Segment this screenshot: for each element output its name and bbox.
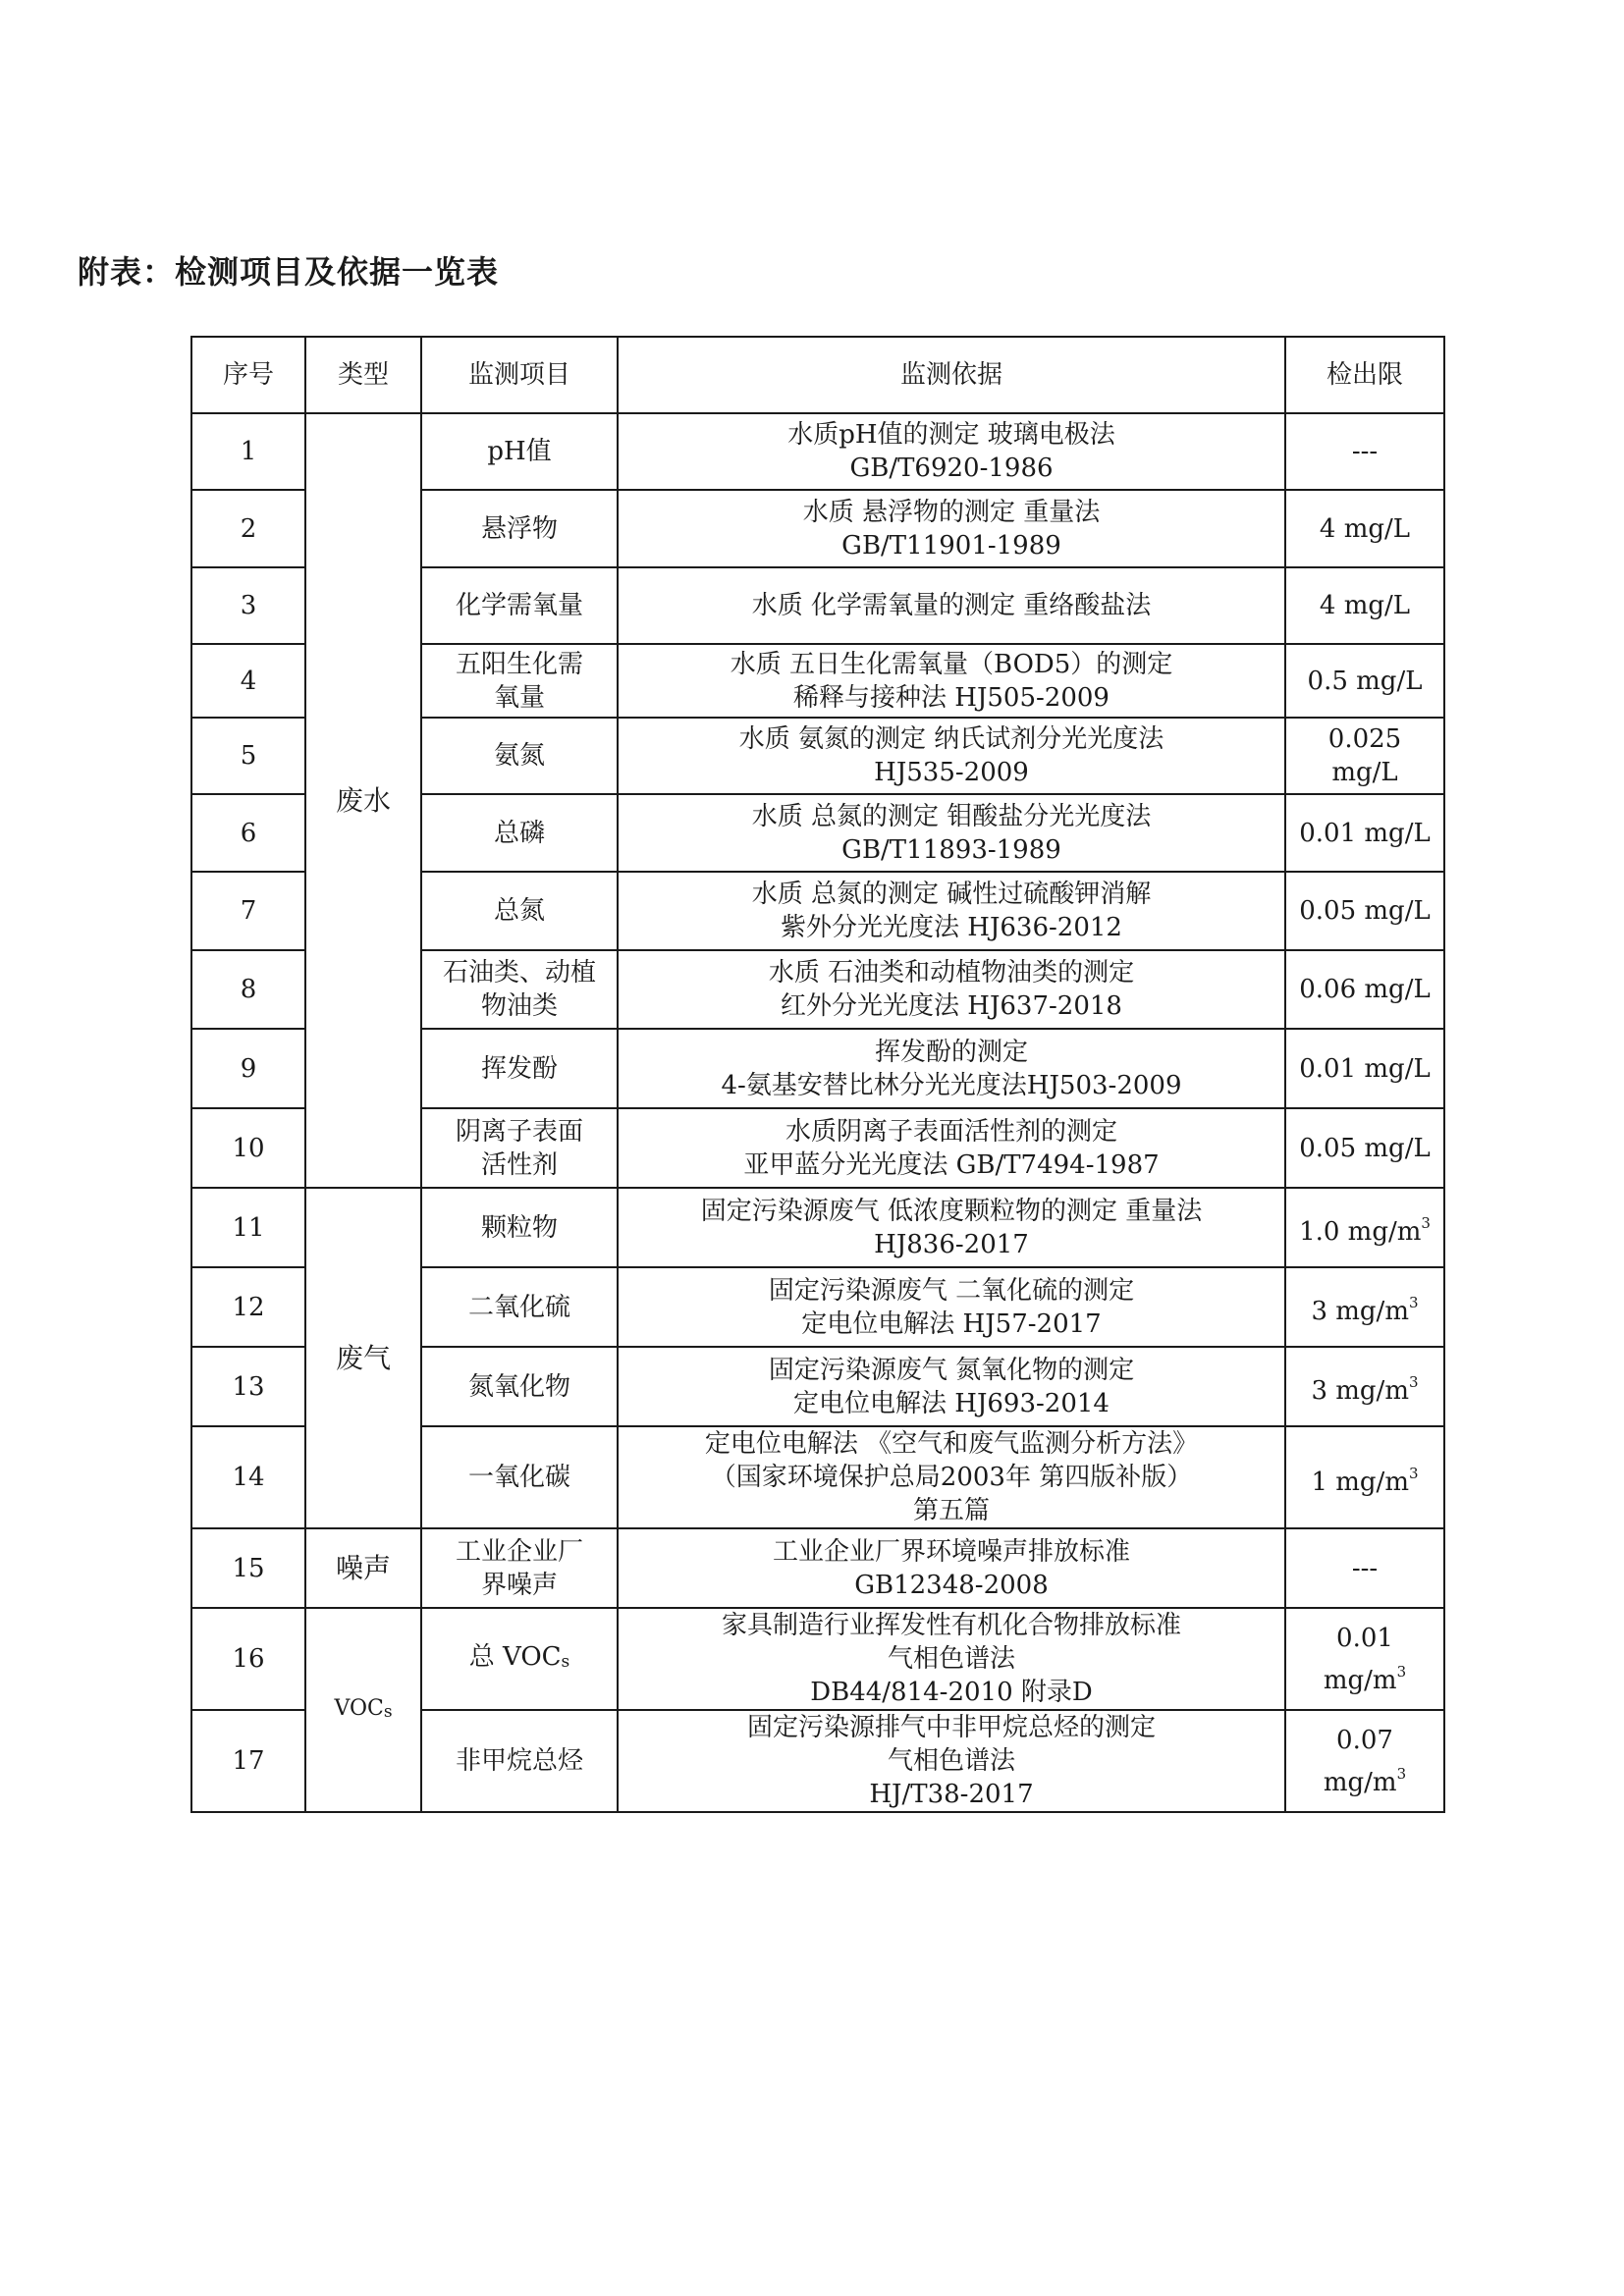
monitor-basis <box>618 794 1285 872</box>
monitor-item <box>421 1267 618 1347</box>
limit-value: 3 mg/m <box>1311 1297 1409 1326</box>
row-number: 5 <box>191 718 305 794</box>
detection-limit <box>1285 1528 1444 1608</box>
detection-limit <box>1285 1608 1444 1710</box>
detection-limit <box>1285 1108 1444 1188</box>
text-line: pH值 <box>487 437 552 466</box>
text-line: 定电位电解法 HJ693-2014 <box>793 1388 1110 1418</box>
monitor-basis <box>618 567 1285 644</box>
limit-value: 0.05 mg/L <box>1299 1133 1431 1163</box>
limit-value: 0.01 mg/m <box>1323 1623 1397 1695</box>
text-line: 水质 悬浮物的测定 重量法 <box>802 497 1101 527</box>
category-cell: 废水 <box>305 413 421 1188</box>
text-line: 一氧化碳 <box>467 1463 570 1492</box>
monitor-item <box>421 872 618 950</box>
monitor-basis <box>618 950 1285 1029</box>
limit-superscript: 3 <box>1396 1662 1407 1681</box>
limit-value: --- <box>1351 437 1379 466</box>
limit-value: 0.5 mg/L <box>1307 666 1423 696</box>
row-number: 4 <box>191 644 305 718</box>
text-line: GB/T6920-1986 <box>849 454 1054 483</box>
monitor-basis <box>618 1710 1285 1812</box>
header-limit: 检出限 <box>1285 337 1444 413</box>
detection-limit <box>1285 950 1444 1029</box>
text-line: DB44/814-2010 附录D <box>810 1678 1093 1707</box>
text-line: 4-氨基安替比林分光光度法HJ503-2009 <box>721 1070 1182 1100</box>
row-number: 6 <box>191 794 305 872</box>
monitor-item <box>421 1426 618 1528</box>
monitor-basis <box>618 1267 1285 1347</box>
text-line: 总磷 <box>493 818 545 848</box>
text-line: HJ535-2009 <box>874 758 1029 787</box>
text-line: 五阳生化需 <box>455 649 583 679</box>
text-line: 物油类 <box>480 991 558 1021</box>
header-item: 监测项目 <box>421 337 618 413</box>
header-basis: 监测依据 <box>618 337 1285 413</box>
row-number: 11 <box>191 1188 305 1267</box>
monitor-basis <box>618 644 1285 718</box>
text-line: 固定污染源废气 氮氧化物的测定 <box>768 1355 1135 1385</box>
limit-value: 0.01 mg/L <box>1299 1053 1431 1084</box>
monitor-item <box>421 567 618 644</box>
text-line: 定电位电解法 HJ57-2017 <box>801 1308 1102 1339</box>
header-type: 类型 <box>305 337 421 413</box>
text-line: 悬浮物 <box>480 513 558 544</box>
detection-limit <box>1285 1347 1444 1426</box>
table-row <box>191 1188 1444 1267</box>
text-line: 水质 总氮的测定 碱性过硫酸钾消解 <box>751 880 1152 909</box>
row-number: 15 <box>191 1528 305 1608</box>
text-line: 总氮 <box>493 896 545 926</box>
table-row <box>191 413 1444 490</box>
inspection-table <box>190 336 1445 1813</box>
text-line: 界噪声 <box>480 1570 558 1600</box>
text-line: 0.025 <box>1327 724 1402 754</box>
limit-value: --- <box>1351 1553 1379 1583</box>
text-line: GB/T11893-1989 <box>841 834 1061 865</box>
row-number: 2 <box>191 490 305 567</box>
text-line: 亚甲蓝分光光度法 GB/T7494-1987 <box>743 1149 1160 1180</box>
monitor-item <box>421 490 618 567</box>
category-text: VOC <box>334 1695 384 1721</box>
limit-value: 0.07 mg/m <box>1323 1725 1397 1797</box>
row-number: 17 <box>191 1710 305 1812</box>
detection-limit <box>1285 490 1444 567</box>
text-line: 阴离子表面 <box>455 1116 583 1147</box>
text-line: 紫外分光光度法 HJ636-2012 <box>781 913 1122 942</box>
text-line: 水质 石油类和动植物油类的测定 <box>768 958 1135 988</box>
text-line: GB/T11901-1989 <box>841 530 1061 561</box>
limit-superscript: 3 <box>1408 1294 1419 1311</box>
category-subscript: s <box>383 1701 393 1722</box>
text-line: 第五篇 <box>912 1496 990 1525</box>
text-line: 水质阴离子表面活性剂的测定 <box>785 1116 1117 1147</box>
monitor-item <box>421 718 618 794</box>
row-number: 10 <box>191 1108 305 1188</box>
row-number: 9 <box>191 1029 305 1108</box>
text-line: 水质pH值的测定 玻璃电极法 <box>787 420 1115 450</box>
text-line: 石油类、动植 <box>442 958 596 988</box>
limit-value: 0.05 mg/L <box>1299 896 1431 926</box>
table-header-row <box>191 337 1444 413</box>
row-number: 16 <box>191 1608 305 1710</box>
limit-value: 0.06 mg/L <box>1299 975 1431 1004</box>
text-line: mg/L <box>1331 758 1398 787</box>
row-number: 7 <box>191 872 305 950</box>
text-line: 水质 五日生化需氧量（BOD5）的测定 <box>730 649 1173 679</box>
table-body <box>191 413 1444 1812</box>
limit-value: 3 mg/m <box>1311 1376 1409 1406</box>
text-line: 定电位电解法 《空气和废气监测分析方法》 <box>704 1429 1199 1459</box>
monitor-item <box>421 1108 618 1188</box>
item-subscript: s <box>561 1651 570 1672</box>
category-cell: 废气 <box>305 1188 421 1528</box>
text-line: HJ/T38-2017 <box>869 1780 1034 1809</box>
text-line: 家具制造行业挥发性有机化合物排放标准 <box>721 1611 1181 1640</box>
text-line: （国家环境保护总局2003年 第四版补版） <box>710 1463 1193 1492</box>
detection-limit <box>1285 718 1444 794</box>
row-number: 12 <box>191 1267 305 1347</box>
text-line: 非甲烷总烃 <box>455 1746 583 1776</box>
text-line: 水质 化学需氧量的测定 重络酸盐法 <box>751 591 1152 620</box>
row-number: 1 <box>191 413 305 490</box>
monitor-basis <box>618 413 1285 490</box>
limit-value: 4 mg/L <box>1319 513 1411 544</box>
detection-limit <box>1285 413 1444 490</box>
text-line: 固定污染源废气 低浓度颗粒物的测定 重量法 <box>700 1196 1203 1226</box>
monitor-item <box>421 1029 618 1108</box>
monitor-item <box>421 1608 618 1710</box>
text-line: 气相色谱法 <box>887 1644 1015 1674</box>
row-number: 13 <box>191 1347 305 1426</box>
row-number: 8 <box>191 950 305 1029</box>
text-line: 挥发酚 <box>480 1053 558 1084</box>
monitor-basis <box>618 872 1285 950</box>
monitor-basis <box>618 718 1285 794</box>
detection-limit <box>1285 644 1444 718</box>
monitor-item <box>421 950 618 1029</box>
header-no: 序号 <box>191 337 305 413</box>
text-line: 氮氧化物 <box>467 1371 570 1402</box>
detection-limit <box>1285 1029 1444 1108</box>
limit-superscript: 3 <box>1408 1464 1419 1482</box>
detection-limit <box>1285 794 1444 872</box>
text-line: 稀释与接种法 HJ505-2009 <box>793 682 1110 713</box>
monitor-item <box>421 1710 618 1812</box>
category-cell <box>305 1608 421 1812</box>
limit-value: 4 mg/L <box>1319 591 1411 620</box>
text-line: 化学需氧量 <box>455 591 583 620</box>
detection-limit <box>1285 1426 1444 1528</box>
limit-superscript: 3 <box>1421 1214 1431 1232</box>
row-number: 3 <box>191 567 305 644</box>
text-line: 挥发酚的测定 <box>874 1037 1028 1067</box>
text-line: GB12348-2008 <box>854 1570 1049 1600</box>
category-cell: 噪声 <box>305 1528 421 1608</box>
item-text: 总 VOC <box>468 1641 562 1672</box>
text-line: HJ836-2017 <box>874 1229 1029 1259</box>
monitor-item <box>421 644 618 718</box>
detection-limit <box>1285 567 1444 644</box>
detection-limit <box>1285 872 1444 950</box>
detection-limit <box>1285 1188 1444 1267</box>
monitor-basis <box>618 1426 1285 1528</box>
text-line: 工业企业厂界环境噪声排放标准 <box>772 1536 1130 1567</box>
limit-value: 1 mg/m <box>1311 1467 1409 1497</box>
text-line: 气相色谱法 <box>887 1746 1015 1776</box>
monitor-basis <box>618 1528 1285 1608</box>
text-line: 氧量 <box>493 682 545 713</box>
text-line: 氨氮 <box>493 741 545 771</box>
text-line: 颗粒物 <box>480 1212 558 1243</box>
row-number: 14 <box>191 1426 305 1528</box>
detection-limit <box>1285 1710 1444 1812</box>
page-title: 附表：检测项目及依据一览表 <box>78 253 500 291</box>
text-line: 活性剂 <box>480 1149 558 1180</box>
monitor-basis <box>618 1347 1285 1426</box>
text-line: 水质 氨氮的测定 纳氏试剂分光光度法 <box>738 724 1164 754</box>
text-line: 红外分光光度法 HJ637-2018 <box>781 991 1122 1021</box>
monitor-item <box>421 794 618 872</box>
monitor-item <box>421 413 618 490</box>
monitor-basis <box>618 1108 1285 1188</box>
text-line: 二氧化硫 <box>467 1292 570 1322</box>
limit-superscript: 3 <box>1408 1373 1419 1391</box>
monitor-basis <box>618 490 1285 567</box>
monitor-basis <box>618 1029 1285 1108</box>
text-line: 水质 总氮的测定 钼酸盐分光光度法 <box>751 801 1152 831</box>
table-row <box>191 1528 1444 1608</box>
monitor-basis <box>618 1188 1285 1267</box>
limit-value: 1.0 mg/m <box>1299 1217 1422 1247</box>
text-line: 固定污染源废气 二氧化硫的测定 <box>768 1275 1135 1306</box>
table-row <box>191 1608 1444 1710</box>
monitor-item <box>421 1188 618 1267</box>
limit-value: 0.01 mg/L <box>1299 818 1431 848</box>
text-line: 工业企业厂 <box>455 1536 583 1567</box>
detection-limit <box>1285 1267 1444 1347</box>
monitor-item <box>421 1347 618 1426</box>
limit-superscript: 3 <box>1396 1764 1407 1783</box>
monitor-basis <box>618 1608 1285 1710</box>
monitor-item <box>421 1528 618 1608</box>
text-line: 固定污染源排气中非甲烷总烃的测定 <box>746 1713 1156 1742</box>
